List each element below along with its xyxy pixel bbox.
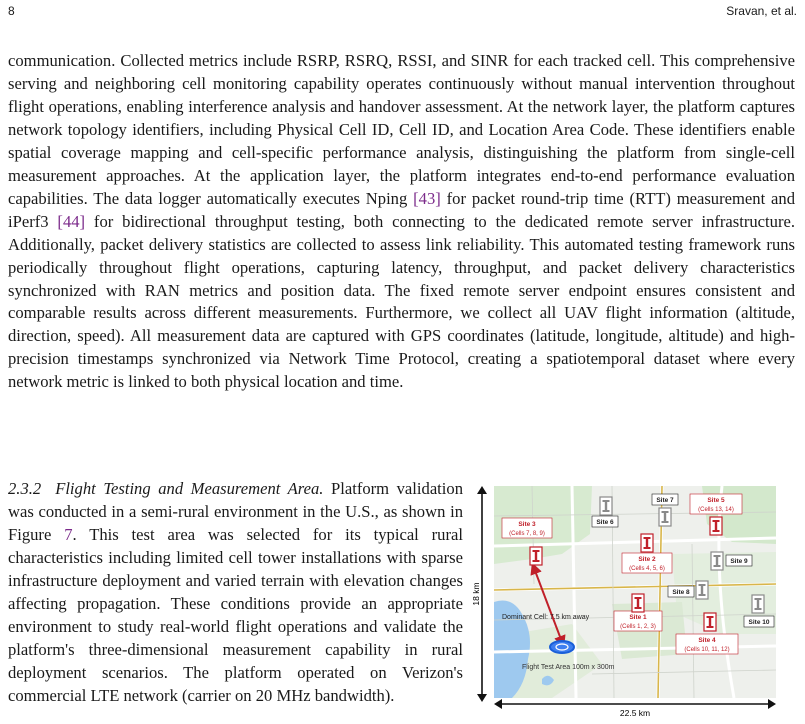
site-8-tower-icon [696, 581, 708, 599]
site-6-name: Site 6 [596, 519, 614, 526]
site-7-name: Site 7 [656, 497, 674, 504]
site-8-name: Site 8 [672, 589, 690, 596]
section-text: . This test area was selected for its typical rural characteristics including limited cell tower installations with sparse infrastructure deployment and varied terrain with elevation changes affecting propagation. These conditions provide an appropriate environment to study real-world flight operations and validate the platform's three-dimensional measurement capability in rural deployment scenarios. The platform operated on Verizon's commercial LTE network (carrier on 20 MHz bandwidth). [8, 524, 463, 705]
site-5-cells: (Cells 13, 14) [698, 507, 734, 513]
site-1-name: Site 1 [629, 614, 647, 621]
citation-link[interactable]: [43] [413, 188, 441, 208]
site-5-name: Site 5 [707, 497, 725, 504]
section-title: Flight Testing and Measurement Area. [55, 479, 324, 498]
site-10-tower-icon [752, 595, 764, 613]
site-4-tower-icon [704, 613, 716, 631]
paragraph-text: for packet round-trip time (RTT) measurement and iPerf3 [8, 188, 795, 231]
section-paragraph [8, 478, 463, 708]
height-label: 18 km [472, 582, 481, 606]
dominant-cell-label: Dominant Cell: 7.5 km away [502, 614, 590, 621]
body-paragraph [8, 50, 795, 394]
paragraph-text: for bidirectional throughput testing, both connecting to the dedicated remote server infrastructure. Additionally, packet delivery statistics are collected to assess link reliability. This automated testing framework runs periodically throughout flight operations, capturing latency, throughput, and packet delivery characteristics synchronized with RAN metrics and position data. The fixed remote server endpoint ensures consistent and comparable results across different measurements. Furthermore, we collect all UAV flight information (altitude, direction, speed). All measurement data are captured with GPS coordinates (latitude, longitude, altitude) and high-precision timestamps synchronized via Network Time Protocol, creating a spatiotemporal dataset where every network metric is linked to both physical location and time. [8, 211, 795, 392]
site-9-tower-icon [711, 552, 723, 570]
site-5-tower-icon [710, 517, 722, 535]
width-label: 22.5 km [619, 708, 651, 718]
site-2-name: Site 2 [638, 556, 656, 563]
test-area-map-figure [472, 484, 790, 719]
site-7-tower-icon [659, 508, 671, 526]
page-header [8, 4, 797, 22]
figure-reference-link[interactable]: 7 [64, 524, 73, 544]
site-3-name: Site 3 [518, 521, 536, 528]
site-9-name: Site 9 [730, 558, 748, 565]
site-3-cells: (Cells 7, 8, 9) [509, 531, 545, 537]
map-svg [472, 484, 790, 719]
site-6-tower-icon [600, 497, 612, 515]
paragraph-text: communication. Collected metrics include RSRP, RSRQ, RSSI, and SINR for each tracked cell. This comprehensive serving and neighboring cell monitoring capability operates continuously without manual intervention throughout flight operations, enabling interference analysis and handover assessment. At the network layer, the platform captures network topology identifiers, including Physical Cell ID, Cell ID, and Location Area Code. These identifiers enable spatial coverage mapping and cell-specific performance analysis, distinguishing the platform from single-cell measurement approaches. At the application layer, the platform integrates end-to-end performance evaluation capabilities. The data logger automatically executes Nping [8, 51, 795, 208]
citation-link[interactable]: [44] [57, 211, 86, 231]
site-10-name: Site 10 [748, 619, 770, 626]
site-3-tower-icon [530, 547, 542, 565]
site-2-tower-icon [641, 534, 653, 552]
flight-test-area [550, 641, 574, 653]
section-number: 2.3.2 [8, 479, 42, 498]
site-4-name: Site 4 [698, 637, 716, 644]
site-4-cells: (Cells 10, 11, 12) [684, 647, 730, 653]
flight-area-label: Flight Test Area 100m x 300m [522, 664, 615, 671]
page-number: 8 [8, 4, 15, 18]
section-text: Platform validation was conducted in a semi-rural environment in the U.S., as shown in Figure [8, 479, 463, 544]
site-2-cells: (Cells 4, 5, 6) [629, 566, 665, 572]
site-1-cells: (Cells 1, 2, 3) [620, 624, 656, 630]
running-authors: Sravan, et al. [726, 4, 797, 18]
site-1-tower-icon [632, 594, 644, 612]
